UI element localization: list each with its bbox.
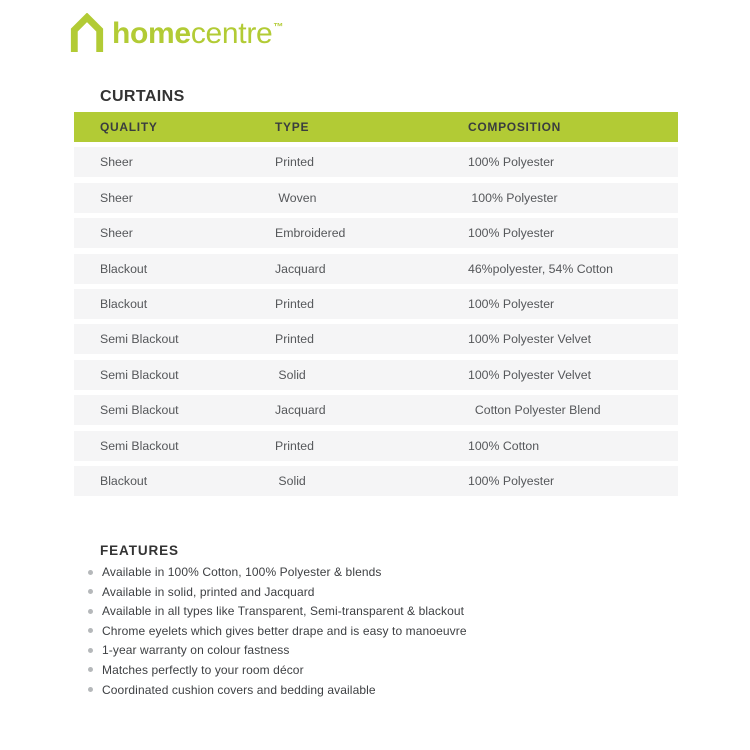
- table-cell: 100% Polyester: [468, 473, 555, 488]
- features-list: [88, 566, 467, 703]
- feature-item: [88, 605, 467, 617]
- table-row: [74, 218, 678, 248]
- table-cell: Sheer: [100, 226, 133, 241]
- table-cell: Blackout: [100, 296, 148, 311]
- table-cell: 100% Polyester Velvet: [468, 367, 592, 382]
- curtains-table-body: [74, 147, 678, 496]
- bullet-icon: [88, 667, 93, 672]
- bullet-icon: [88, 570, 93, 575]
- table-cell: Semi Blackout: [100, 367, 179, 382]
- table-cell: Jacquard: [275, 261, 326, 276]
- table-row: [74, 289, 678, 319]
- feature-text: Available in all types like Transparent, Semi-transparent & blackout: [102, 604, 465, 619]
- table-cell: 100% Cotton: [468, 438, 540, 453]
- table-cell: 100% Polyester: [468, 296, 555, 311]
- table-cell: Semi Blackout: [100, 403, 179, 418]
- bullet-icon: [88, 648, 93, 653]
- table-cell: Blackout: [100, 261, 148, 276]
- table-cell: Sheer: [100, 155, 133, 170]
- feature-item: [88, 566, 467, 578]
- table-row: [74, 254, 678, 284]
- table-row: [74, 183, 678, 213]
- feature-item: [88, 586, 467, 598]
- table-cell: Semi Blackout: [100, 332, 179, 347]
- table-row: [74, 360, 678, 390]
- bullet-icon: [88, 589, 93, 594]
- table-header-row: [74, 112, 678, 142]
- table-cell: Printed: [275, 296, 314, 311]
- brand-word-home: home: [112, 17, 191, 50]
- homecentre-logo: [67, 13, 283, 61]
- column-header-composition: COMPOSITION: [468, 120, 562, 134]
- table-cell: 100% Polyester: [468, 190, 558, 205]
- table-cell: Woven: [275, 190, 317, 205]
- bullet-icon: [88, 687, 93, 692]
- bullet-icon: [88, 628, 93, 633]
- table-cell: Cotton Polyester Blend: [468, 403, 601, 418]
- table-cell: Jacquard: [275, 403, 326, 418]
- feature-item: [88, 644, 467, 656]
- table-cell: 100% Polyester: [468, 226, 555, 241]
- feature-text: Available in 100% Cotton, 100% Polyester & blends: [102, 565, 382, 579]
- table-cell: 100% Polyester: [468, 155, 555, 170]
- curtains-section-title: CURTAINS: [100, 88, 185, 105]
- brand-name: [112, 13, 283, 61]
- table-cell: Printed: [275, 155, 314, 170]
- feature-item: [88, 664, 467, 676]
- table-row: [74, 431, 678, 461]
- table-cell: Blackout: [100, 473, 148, 488]
- table-cell: Sheer: [100, 190, 133, 205]
- table-cell: Solid: [275, 473, 306, 488]
- feature-text: Matches perfectly to your room décor: [102, 662, 304, 677]
- table-cell: Printed: [275, 438, 314, 453]
- column-header-type: TYPE: [275, 120, 310, 134]
- brand-word-centre: centre: [190, 17, 273, 50]
- table-cell: Semi Blackout: [100, 438, 179, 453]
- feature-text: Chrome eyelets which gives better drape and is easy to manoeuvre: [102, 623, 467, 638]
- features-section-title: FEATURES: [100, 543, 179, 558]
- house-icon: [67, 13, 107, 54]
- table-row: [74, 466, 678, 496]
- feature-item: [88, 684, 467, 696]
- table-row: [74, 324, 678, 354]
- feature-text: Available in solid, printed and Jacquard: [102, 584, 315, 599]
- curtains-table: [74, 112, 678, 496]
- feature-text: Coordinated cushion covers and bedding available: [102, 682, 376, 697]
- table-cell: Embroidered: [275, 226, 346, 241]
- table-cell: Printed: [275, 332, 314, 347]
- table-cell: 100% Polyester Velvet: [468, 332, 592, 347]
- feature-text: 1-year warranty on colour fastness: [102, 643, 290, 658]
- column-header-quality: QUALITY: [100, 120, 158, 134]
- bullet-icon: [88, 609, 93, 614]
- table-cell: 46%polyester, 54% Cotton: [468, 261, 613, 276]
- table-row: [74, 147, 678, 177]
- table-cell: Solid: [275, 367, 306, 382]
- table-row: [74, 395, 678, 425]
- trademark-symbol: ™: [273, 22, 284, 33]
- feature-item: [88, 625, 467, 637]
